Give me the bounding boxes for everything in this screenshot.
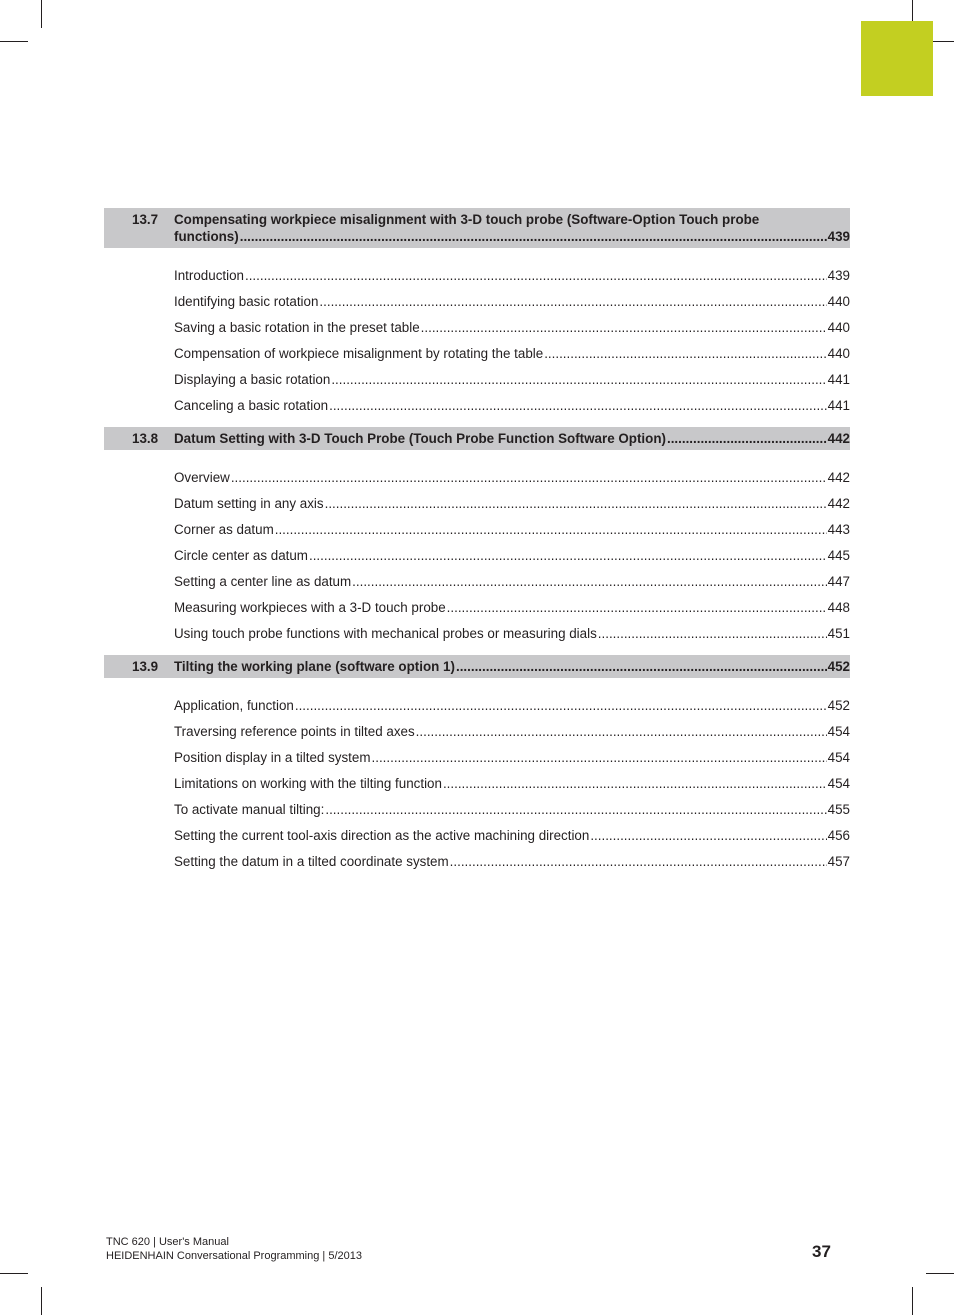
entry-page: 443 [827,522,850,537]
page-number: 37 [812,1242,831,1261]
section-title: Datum Setting with 3-D Touch Probe (Touch Probe Function Software Option) [174,431,666,446]
section-page: 452 [827,659,850,674]
entry-title: Setting the current tool-axis direction as the active machining direction [174,828,590,843]
toc-entry[interactable] [174,341,850,367]
entry-page: 440 [827,346,850,361]
toc-entry[interactable] [174,849,850,875]
crop-mark [912,1287,913,1315]
section-number: 13.9 [132,659,159,674]
entry-title: Using touch probe functions with mechanical probes or measuring dials [174,626,597,641]
section-heading[interactable] [104,655,850,678]
toc-entry[interactable] [174,263,850,289]
entry-title: Canceling a basic rotation [174,398,329,413]
entry-title: Circle center as datum [174,548,308,563]
dot-leader [372,745,827,771]
dot-leader [325,797,826,823]
section-page: 439 [827,229,850,244]
entry-title: Setting a center line as datum [174,574,352,589]
section-title: Tilting the working plane (software option 1) [174,659,455,674]
dot-leader [667,430,827,447]
dot-leader [309,543,827,569]
dot-leader [240,228,827,245]
entry-title: To activate manual tilting: [174,802,325,817]
crop-mark [0,41,28,42]
entry-page: 442 [827,496,850,511]
toc-entry[interactable] [174,315,850,341]
crop-mark [41,1287,42,1315]
entry-page: 445 [827,548,850,563]
dot-leader [443,771,827,797]
dot-leader [416,719,827,745]
entry-title: Datum setting in any axis [174,496,324,511]
table-of-contents [104,208,850,883]
dot-leader [352,569,826,595]
dot-leader [544,341,826,367]
entry-list [104,263,850,419]
dot-leader [590,823,826,849]
entry-title: Overview [174,470,230,485]
footer-manual-title: TNC 620 | User's Manual [106,1236,229,1248]
dot-leader [325,491,827,517]
section-title: Compensating workpiece misalignment with 3-D touch probe (Software-Option Touch probe [174,212,760,227]
toc-entry[interactable] [174,393,850,419]
dot-leader [450,849,827,875]
section-heading[interactable] [104,427,850,450]
toc-entry[interactable] [174,771,850,797]
page-footer [106,1235,362,1263]
crop-mark [0,1273,28,1274]
section-number: 13.8 [132,431,159,446]
entry-title: Application, function [174,698,294,713]
dot-leader [295,693,827,719]
entry-title: Limitations on working with the tilting function [174,776,442,791]
dot-leader [329,393,827,419]
toc-entry[interactable] [174,797,850,823]
entry-title: Displaying a basic rotation [174,372,331,387]
entry-page: 442 [827,470,850,485]
dot-leader [331,367,826,393]
dot-leader [456,658,827,675]
entry-page: 455 [827,802,850,817]
toc-entry[interactable] [174,621,850,647]
toc-entry[interactable] [174,543,850,569]
toc-entry[interactable] [174,745,850,771]
dot-leader [598,621,827,647]
entry-page: 457 [827,854,850,869]
entry-title: Measuring workpieces with a 3-D touch probe [174,600,446,615]
entry-page: 448 [827,600,850,615]
toc-entry[interactable] [174,517,850,543]
entry-list [104,465,850,647]
section-heading[interactable] [104,208,850,248]
entry-title: Position display in a tilted system [174,750,371,765]
entry-title: Saving a basic rotation in the preset table [174,320,420,335]
entry-page: 441 [827,372,850,387]
crop-mark [926,1273,954,1274]
entry-title: Traversing reference points in tilted axes [174,724,415,739]
entry-page: 454 [827,776,850,791]
entry-page: 441 [827,398,850,413]
entry-page: 439 [827,268,850,283]
entry-title: Identifying basic rotation [174,294,319,309]
dot-leader [421,315,827,341]
entry-page: 454 [827,750,850,765]
toc-entry[interactable] [174,595,850,621]
toc-entry[interactable] [174,465,850,491]
entry-page: 452 [827,698,850,713]
dot-leader [447,595,827,621]
toc-entry[interactable] [174,823,850,849]
toc-entry[interactable] [174,693,850,719]
entry-title: Corner as datum [174,522,274,537]
toc-entry[interactable] [174,569,850,595]
toc-entry[interactable] [174,289,850,315]
entry-page: 440 [827,294,850,309]
entry-page: 447 [827,574,850,589]
entry-title: Compensation of workpiece misalignment by rotating the table [174,346,544,361]
dot-leader [231,465,827,491]
entry-page: 440 [827,320,850,335]
section-title-cont: functions) [174,229,239,244]
section-page: 442 [827,431,850,446]
entry-title: Introduction [174,268,244,283]
entry-page: 456 [827,828,850,843]
entry-page: 451 [827,626,850,641]
chapter-tab [861,21,933,96]
dot-leader [319,289,826,315]
entry-page: 454 [827,724,850,739]
toc-entry[interactable] [174,367,850,393]
toc-entry[interactable] [174,491,850,517]
crop-mark [41,0,42,28]
section-number: 13.7 [132,212,159,227]
toc-entry[interactable] [174,719,850,745]
entry-title: Setting the datum in a tilted coordinate system [174,854,449,869]
footer-edition: HEIDENHAIN Conversational Programming | 5/2013 [106,1250,362,1262]
dot-leader [275,517,827,543]
dot-leader [245,263,827,289]
entry-list [104,693,850,875]
